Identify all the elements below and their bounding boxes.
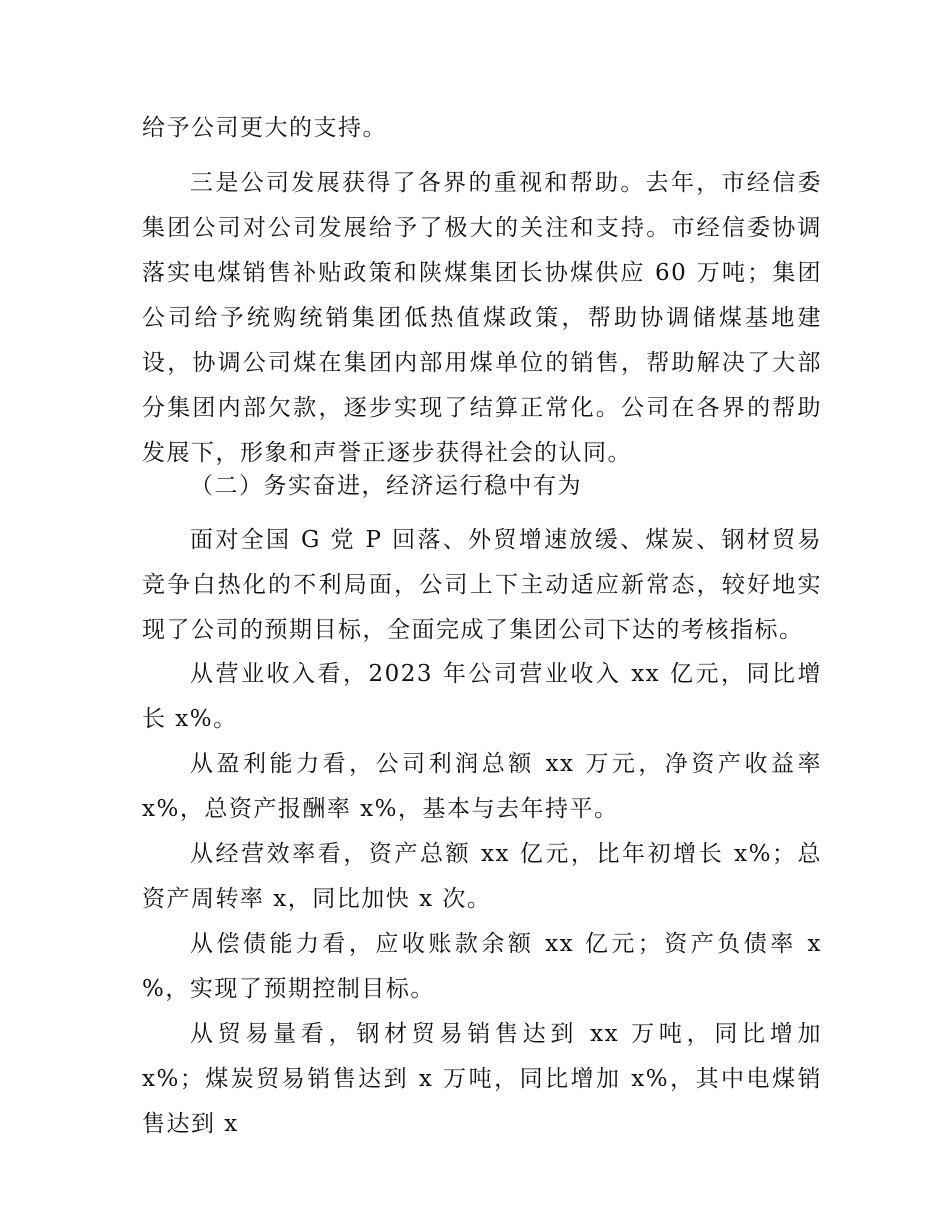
section-heading-economic-operation: （二）务实奋进，经济运行稳中有为: [190, 473, 582, 499]
paragraph-trade-volume: 从贸易量看，钢材贸易销售达到 xx 万吨，同比增加 x%；煤炭贸易销售达到 x 万吨，同比增加 x%，其中电煤销售达到 x: [142, 1021, 822, 1137]
paragraph-recognition-and-help: 三是公司发展获得了各界的重视和帮助。去年，市经信委集团公司对公司发展给予了极大的关注和支持。市经信委协调落实电煤销售补贴政策和陕煤集团长协煤供应 60 万吨；集团公司给予统购统销集团低热值煤政策，帮助协调储煤基地建设，协调公司煤在集团内部用煤单位的销售，帮助解决了大部分集团内部欠款，逐步实现了结算正常化。公司在各界的帮助发展下，形象和声誉正逐步获得社会的认同。: [142, 170, 822, 466]
paragraph-profitability: 从盈利能力看，公司利润总额 xx 万元，净资产收益率 x%，总资产报酬率 x%，基本与去年持平。: [142, 751, 822, 822]
paragraph-revenue: 从营业收入看，2023 年公司营业收入 xx 亿元，同比增长 x%。: [142, 661, 822, 732]
paragraph-solvency: 从偿债能力看，应收账款余额 xx 亿元；资产负债率 x %，实现了预期控制目标。: [142, 931, 822, 1002]
paragraph-efficiency: 从经营效率看，资产总额 xx 亿元，比年初增长 x%；总资产周转率 x，同比加快 x 次。: [142, 841, 822, 912]
paragraph-support-continuation: 给予公司更大的支持。: [142, 115, 387, 141]
paragraph-overview: 面对全国 G 党 P 回落、外贸增速放缓、煤炭、钢材贸易竞争白热化的不利局面，公司上下主动适应新常态，较好地实现了公司的预期目标，全面完成了集团公司下达的考核指标。: [142, 527, 822, 643]
